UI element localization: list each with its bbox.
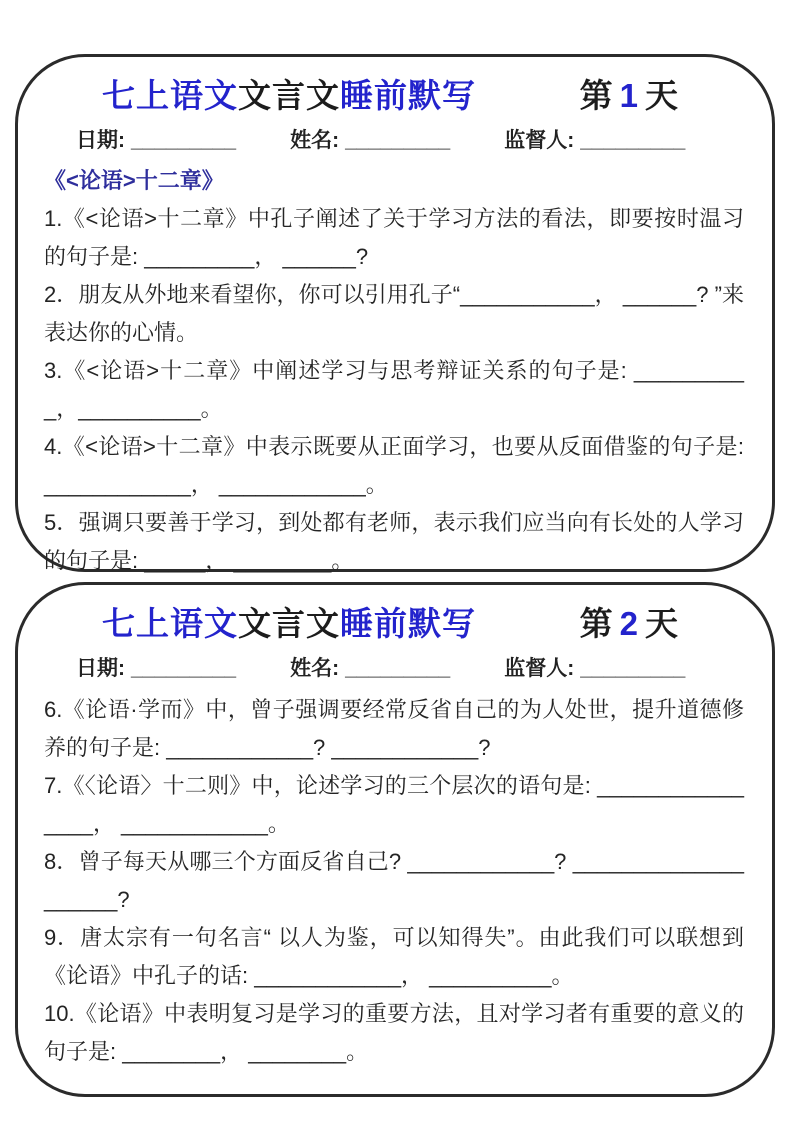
title-activity-label: 睡前默写 xyxy=(340,77,476,114)
title-subject-label: 文言文 xyxy=(238,605,340,642)
day-1-questions xyxy=(44,200,744,580)
date-blank: _________ xyxy=(131,129,237,153)
question-4: 4.《<论语>十二章》中表示既要从正面学习，也要从反面借鉴的句子是: ____________， ____________。 xyxy=(44,433,744,497)
question-6: 6.《论语·学而》中，曾子强调要经常反省自己的为人处世，提升道德修养的句子是: ____________? ____________? xyxy=(44,696,744,760)
day-number: 2 xyxy=(619,605,639,642)
question-1: 1.《<论语>十二章》中孔子阐述了关于学习方法的看法，即要按时温习的句子是: _________， ______? xyxy=(44,205,744,269)
day-1-card xyxy=(15,54,775,572)
question-9: 9．唐太宗有一句名言“ 以人为鉴，可以知得失”。由此我们可以联想到《论语》中孔子的话: ____________， __________。 xyxy=(44,924,744,988)
name-field xyxy=(290,653,450,685)
day-2-meta-row xyxy=(44,653,744,685)
supervisor-label: 监督人: xyxy=(504,657,575,681)
name-blank: _________ xyxy=(345,129,451,153)
question-7: 7.《〈论语〉十二则》中，论述学习的三个层次的语句是: ________________， ____________。 xyxy=(44,772,744,836)
analects-heading: 《<论语>十二章》 xyxy=(44,167,224,193)
supervisor-blank: _________ xyxy=(580,129,686,153)
day-2-title xyxy=(44,601,744,644)
day-2-title-main xyxy=(102,603,476,644)
day-number: 1 xyxy=(619,77,639,114)
title-course-label: 七上语文 xyxy=(102,77,238,114)
day-2-questions xyxy=(44,691,744,1071)
day-1-title-main xyxy=(102,75,476,116)
question-5: 5．强调只要善于学习，到处都有老师，表示我们应当向有长处的人学习的句子是: _____， ________。 xyxy=(44,509,744,573)
question-10: 10.《论语》中表明复习是学习的重要方法，且对学习者有重要的意义的句子是: ________， ________。 xyxy=(44,1000,744,1064)
day-1-badge xyxy=(577,75,682,116)
date-field xyxy=(76,125,236,157)
day-2-card xyxy=(15,582,775,1097)
day-prefix: 第 xyxy=(579,605,614,642)
question-8: 8．曾子每天从哪三个方面反省自己? ____________? ____________________? xyxy=(44,848,744,912)
supervisor-field xyxy=(504,125,685,157)
name-blank: _________ xyxy=(345,657,451,681)
day-2-badge xyxy=(577,603,682,644)
day-suffix: 天 xyxy=(645,77,679,114)
date-blank: _________ xyxy=(131,657,237,681)
question-2: 2．朋友从外地来看望你，你可以引用孔子“___________， ______? ”来表达你的心情。 xyxy=(44,281,744,345)
day-1-card-inner xyxy=(18,57,772,580)
day-1-title xyxy=(44,73,744,116)
date-field xyxy=(76,653,236,685)
supervisor-blank: _________ xyxy=(580,657,686,681)
title-course-label: 七上语文 xyxy=(102,605,238,642)
day-2-card-inner xyxy=(18,585,772,1071)
title-subject-label: 文言文 xyxy=(238,77,340,114)
day-suffix: 天 xyxy=(645,605,679,642)
title-activity-label: 睡前默写 xyxy=(340,605,476,642)
date-label: 日期: xyxy=(76,657,125,681)
name-label: 姓名: xyxy=(290,129,340,153)
name-field xyxy=(290,125,450,157)
name-label: 姓名: xyxy=(290,657,340,681)
date-label: 日期: xyxy=(76,129,125,153)
supervisor-field xyxy=(504,653,685,685)
day-prefix: 第 xyxy=(579,77,614,114)
question-3: 3.《<论语>十二章》中阐述学习与思考辩证关系的句子是: __________，__________。 xyxy=(44,357,744,421)
supervisor-label: 监督人: xyxy=(504,129,575,153)
day-1-meta-row xyxy=(44,125,744,157)
